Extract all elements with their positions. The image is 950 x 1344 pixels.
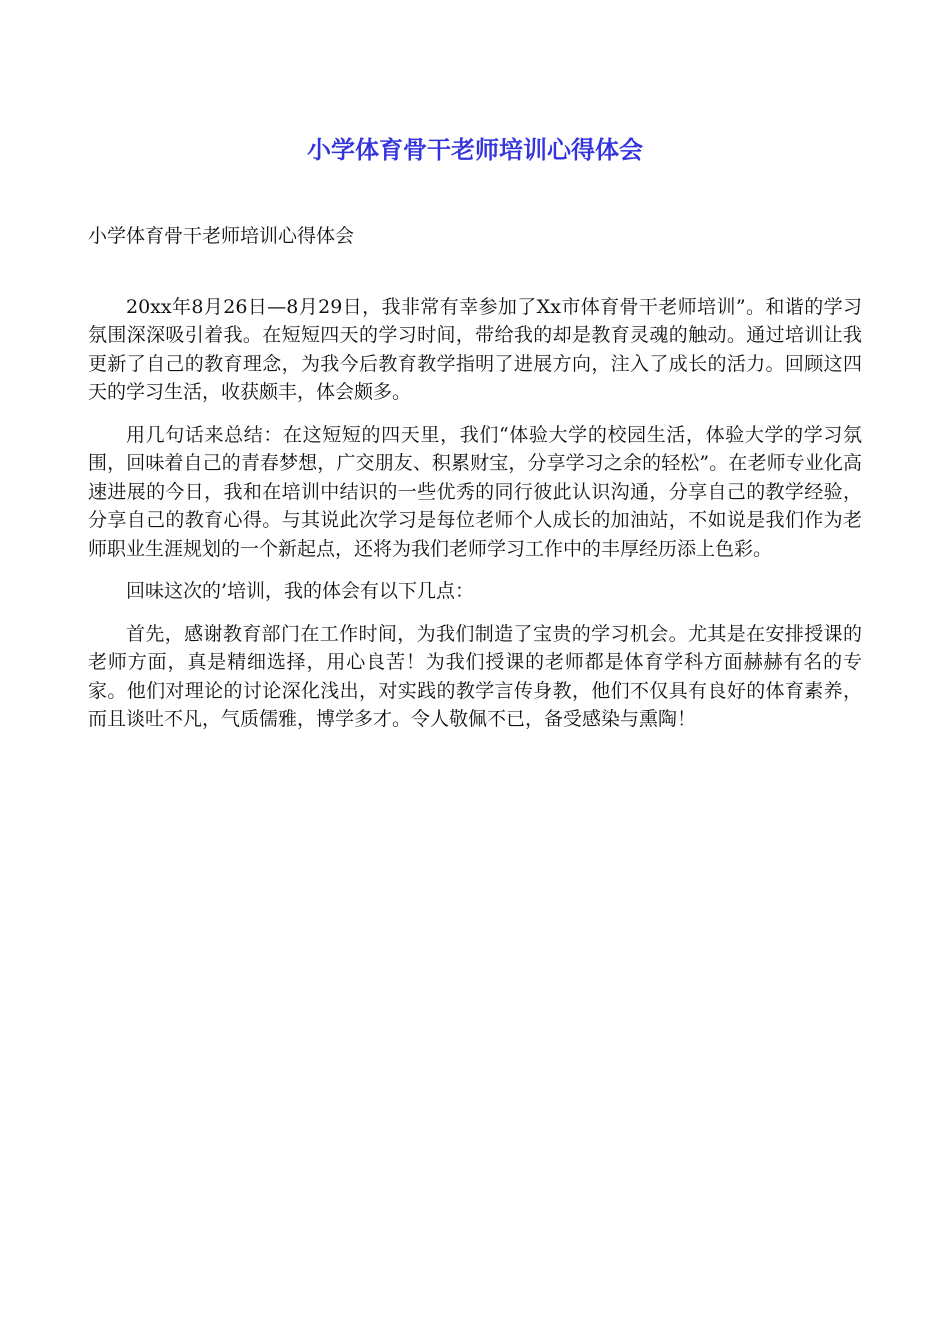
document-subtitle: 小学体育骨干老师培训心得体会 <box>88 225 355 247</box>
document-title: 小学体育骨干老师培训心得体会 <box>307 136 643 164</box>
paragraph-2: 用几句话来总结：在这短短的四天里，我们“体验大学的校园生活，体验大学的学习氛围，回味着自己的青春梦想，广交朋友、积累财宝，分享学习之余的轻松”。在老师专业化高速进展的今日，我和在培训中结识的一些优秀的同行彼此认识沟通，分享自己的教学经验，分享自己的教育心得。与其说此次学习是每位老师个人成长的加油站，不如说是我们作为老师职业生涯规划的一个新起点，还将为我们老师学习工作中的丰厚经历添上色彩。 <box>88 423 862 560</box>
paragraph-1: 20xx年8月26日—8月29日，我非常有幸参加了Xx市体育骨干老师培训”。和谐的学习氛围深深吸引着我。在短短四天的学习时间，带给我的却是教育灵魂的触动。通过培训让我更新了自己的教育理念，为我今后教育教学指明了进展方向，注入了成长的活力。回顾这四天的学习生活，收获颇丰，体会颇多。 <box>88 295 862 403</box>
document-body <box>88 222 862 748</box>
paragraph-4: 首先，感谢教育部门在工作时间，为我们制造了宝贵的学习机会。尤其是在安排授课的老师方面，真是精细选择，用心良苦！为我们授课的老师都是体育学科方面赫赫有名的专家。他们对理论的讨论深化浅出，对实践的教学言传身教，他们不仅具有良好的体育素养，而且谈吐不凡，气质儒雅，博学多才。令人敬佩不已，备受感染与熏陶！ <box>88 622 862 730</box>
paragraph-3: 回味这次的’培训，我的体会有以下几点： <box>126 580 475 602</box>
